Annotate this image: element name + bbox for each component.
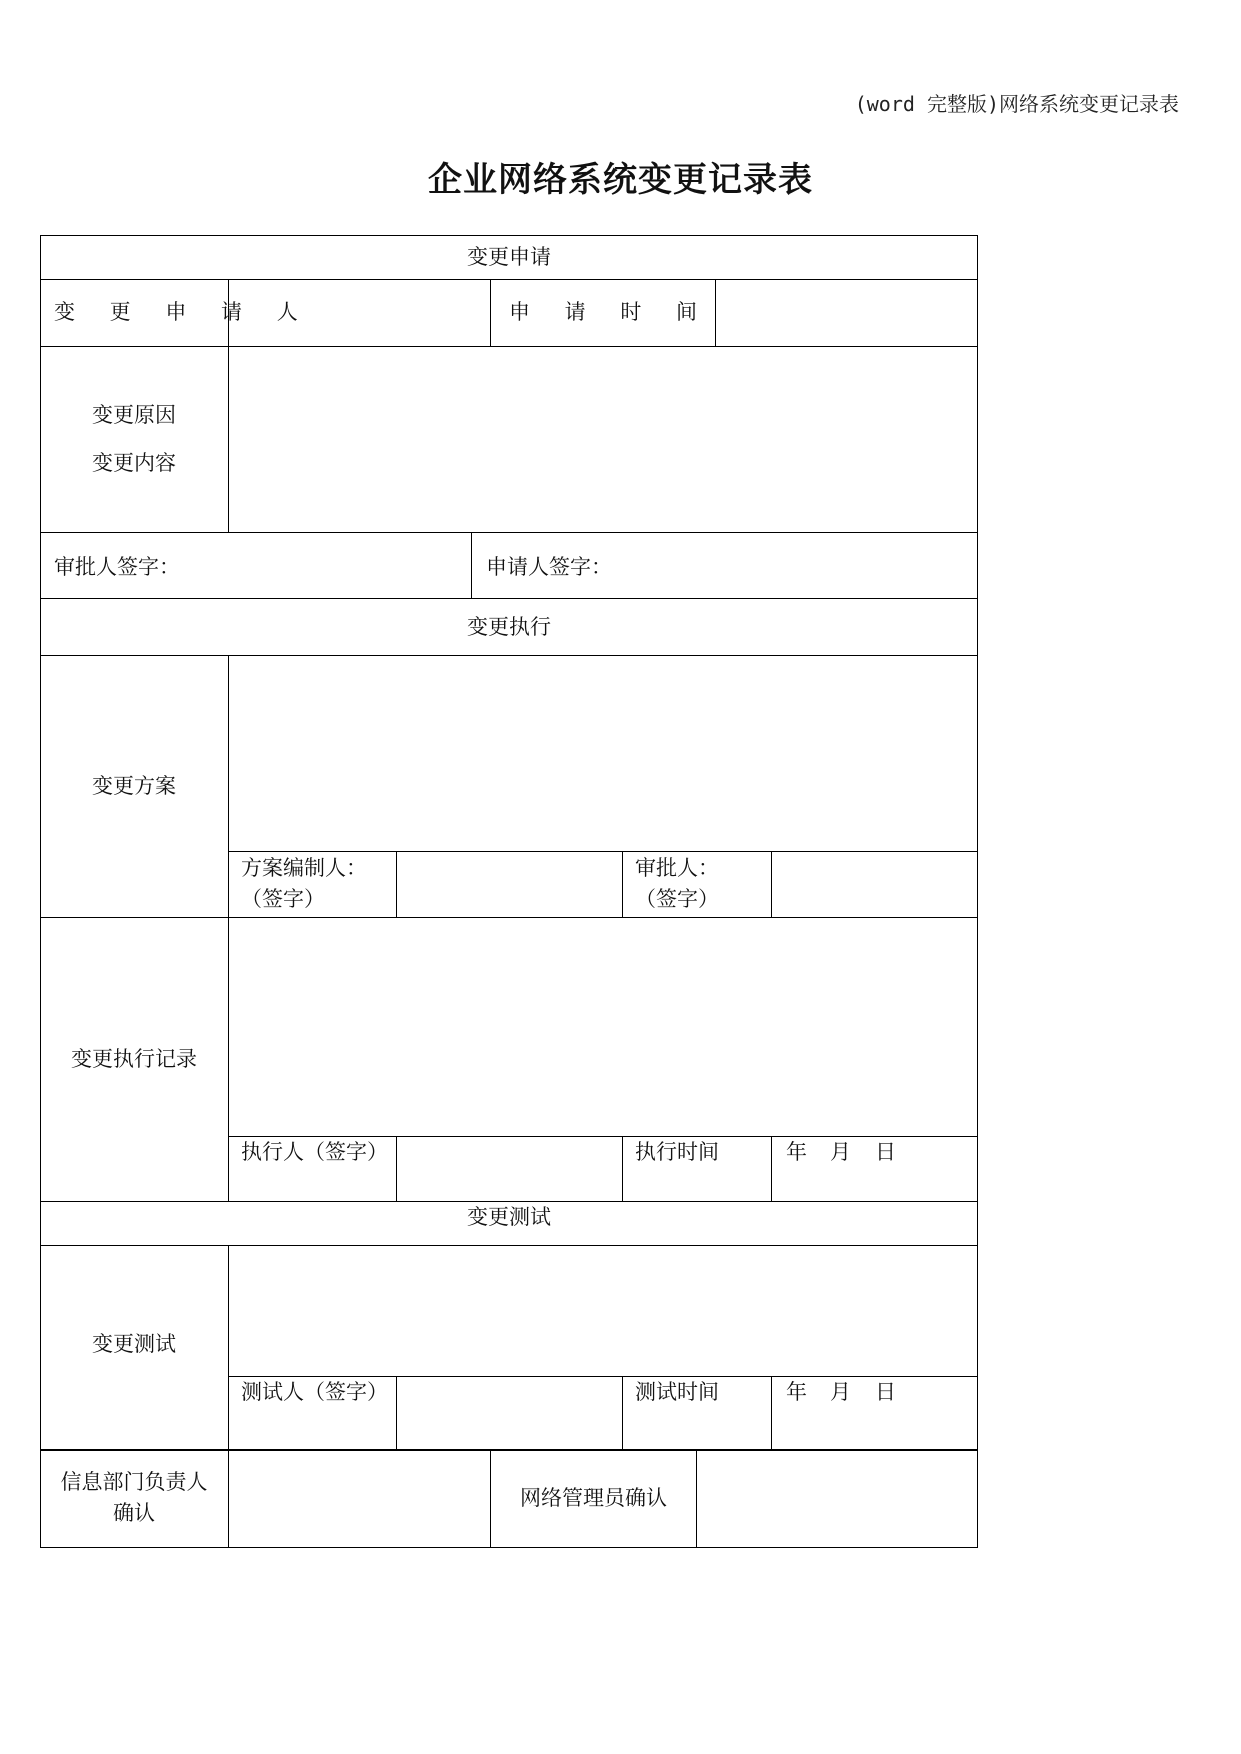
col-divider	[622, 1136, 623, 1201]
col-divider	[471, 532, 472, 598]
plan-approver-signature-field[interactable]	[772, 852, 977, 917]
date-year-label: 年	[786, 1380, 807, 1404]
date-month-label: 月	[830, 1380, 851, 1404]
test-content-field[interactable]	[229, 1246, 977, 1376]
plan-label: 变更方案	[92, 774, 176, 798]
plan-author-label: 方案编制人：	[241, 856, 367, 880]
tester-signature-field[interactable]	[397, 1377, 622, 1449]
dept-head-confirm-label-line2: 确认	[113, 1501, 155, 1525]
dept-head-confirm-label: 信息部门负责人	[60, 1470, 208, 1494]
form-title: 企业网络系统变更记录表	[428, 160, 813, 200]
approver-signature-label: 审批人签字：	[54, 555, 180, 579]
execution-time-label: 执行时间	[635, 1140, 719, 1164]
executor-label: 执行人（签字）	[241, 1140, 388, 1164]
section-title-application: 变更申请	[467, 245, 551, 269]
tester-label: 测试人（签字）	[241, 1380, 388, 1404]
execution-record-label: 变更执行记录	[71, 1047, 197, 1071]
execution-record-field[interactable]	[229, 918, 977, 1136]
approver-signature-field[interactable]	[190, 533, 471, 598]
applicant-label: 变 更 申 请 人	[54, 300, 312, 324]
col-divider	[622, 851, 623, 917]
plan-author-sign-note: （签字）	[241, 887, 325, 911]
applicant-signature-label: 申请人签字：	[486, 555, 612, 579]
change-plan-field[interactable]	[229, 656, 977, 851]
table-border-bottom	[40, 1547, 978, 1548]
date-day-label: 日	[875, 1140, 896, 1164]
network-admin-confirm-label: 网络管理员确认	[520, 1486, 667, 1510]
execution-date-field[interactable]	[772, 1137, 977, 1201]
apply-time-field[interactable]	[716, 280, 977, 346]
dept-head-confirm-field[interactable]	[229, 1451, 490, 1547]
table-border-top	[40, 235, 978, 236]
test-label: 变更测试	[92, 1332, 176, 1356]
section-title-execution: 变更执行	[467, 615, 551, 639]
plan-author-signature-field[interactable]	[397, 852, 622, 917]
table-border-right	[977, 235, 978, 1548]
date-day-label: 日	[875, 1380, 896, 1404]
change-content-field[interactable]	[229, 347, 977, 532]
executor-signature-field[interactable]	[397, 1137, 622, 1201]
plan-approver-label: 审批人：	[635, 856, 719, 880]
applicant-signature-field[interactable]	[620, 533, 977, 598]
apply-time-label: 申 请 时 间	[508, 300, 712, 324]
document-header: (word 完整版)网络系统变更记录表	[854, 92, 1179, 116]
col-divider	[622, 1376, 623, 1449]
content-label: 变更内容	[92, 451, 176, 475]
plan-approver-sign-note: （签字）	[635, 887, 719, 911]
section-title-test: 变更测试	[467, 1205, 551, 1229]
network-admin-confirm-field[interactable]	[697, 1451, 977, 1547]
test-time-label: 测试时间	[635, 1380, 719, 1404]
row-divider	[40, 598, 978, 599]
test-date-field[interactable]	[772, 1377, 977, 1449]
date-year-label: 年	[786, 1140, 807, 1164]
reason-label: 变更原因	[92, 403, 176, 427]
date-month-label: 月	[830, 1140, 851, 1164]
applicant-field[interactable]	[229, 280, 490, 346]
